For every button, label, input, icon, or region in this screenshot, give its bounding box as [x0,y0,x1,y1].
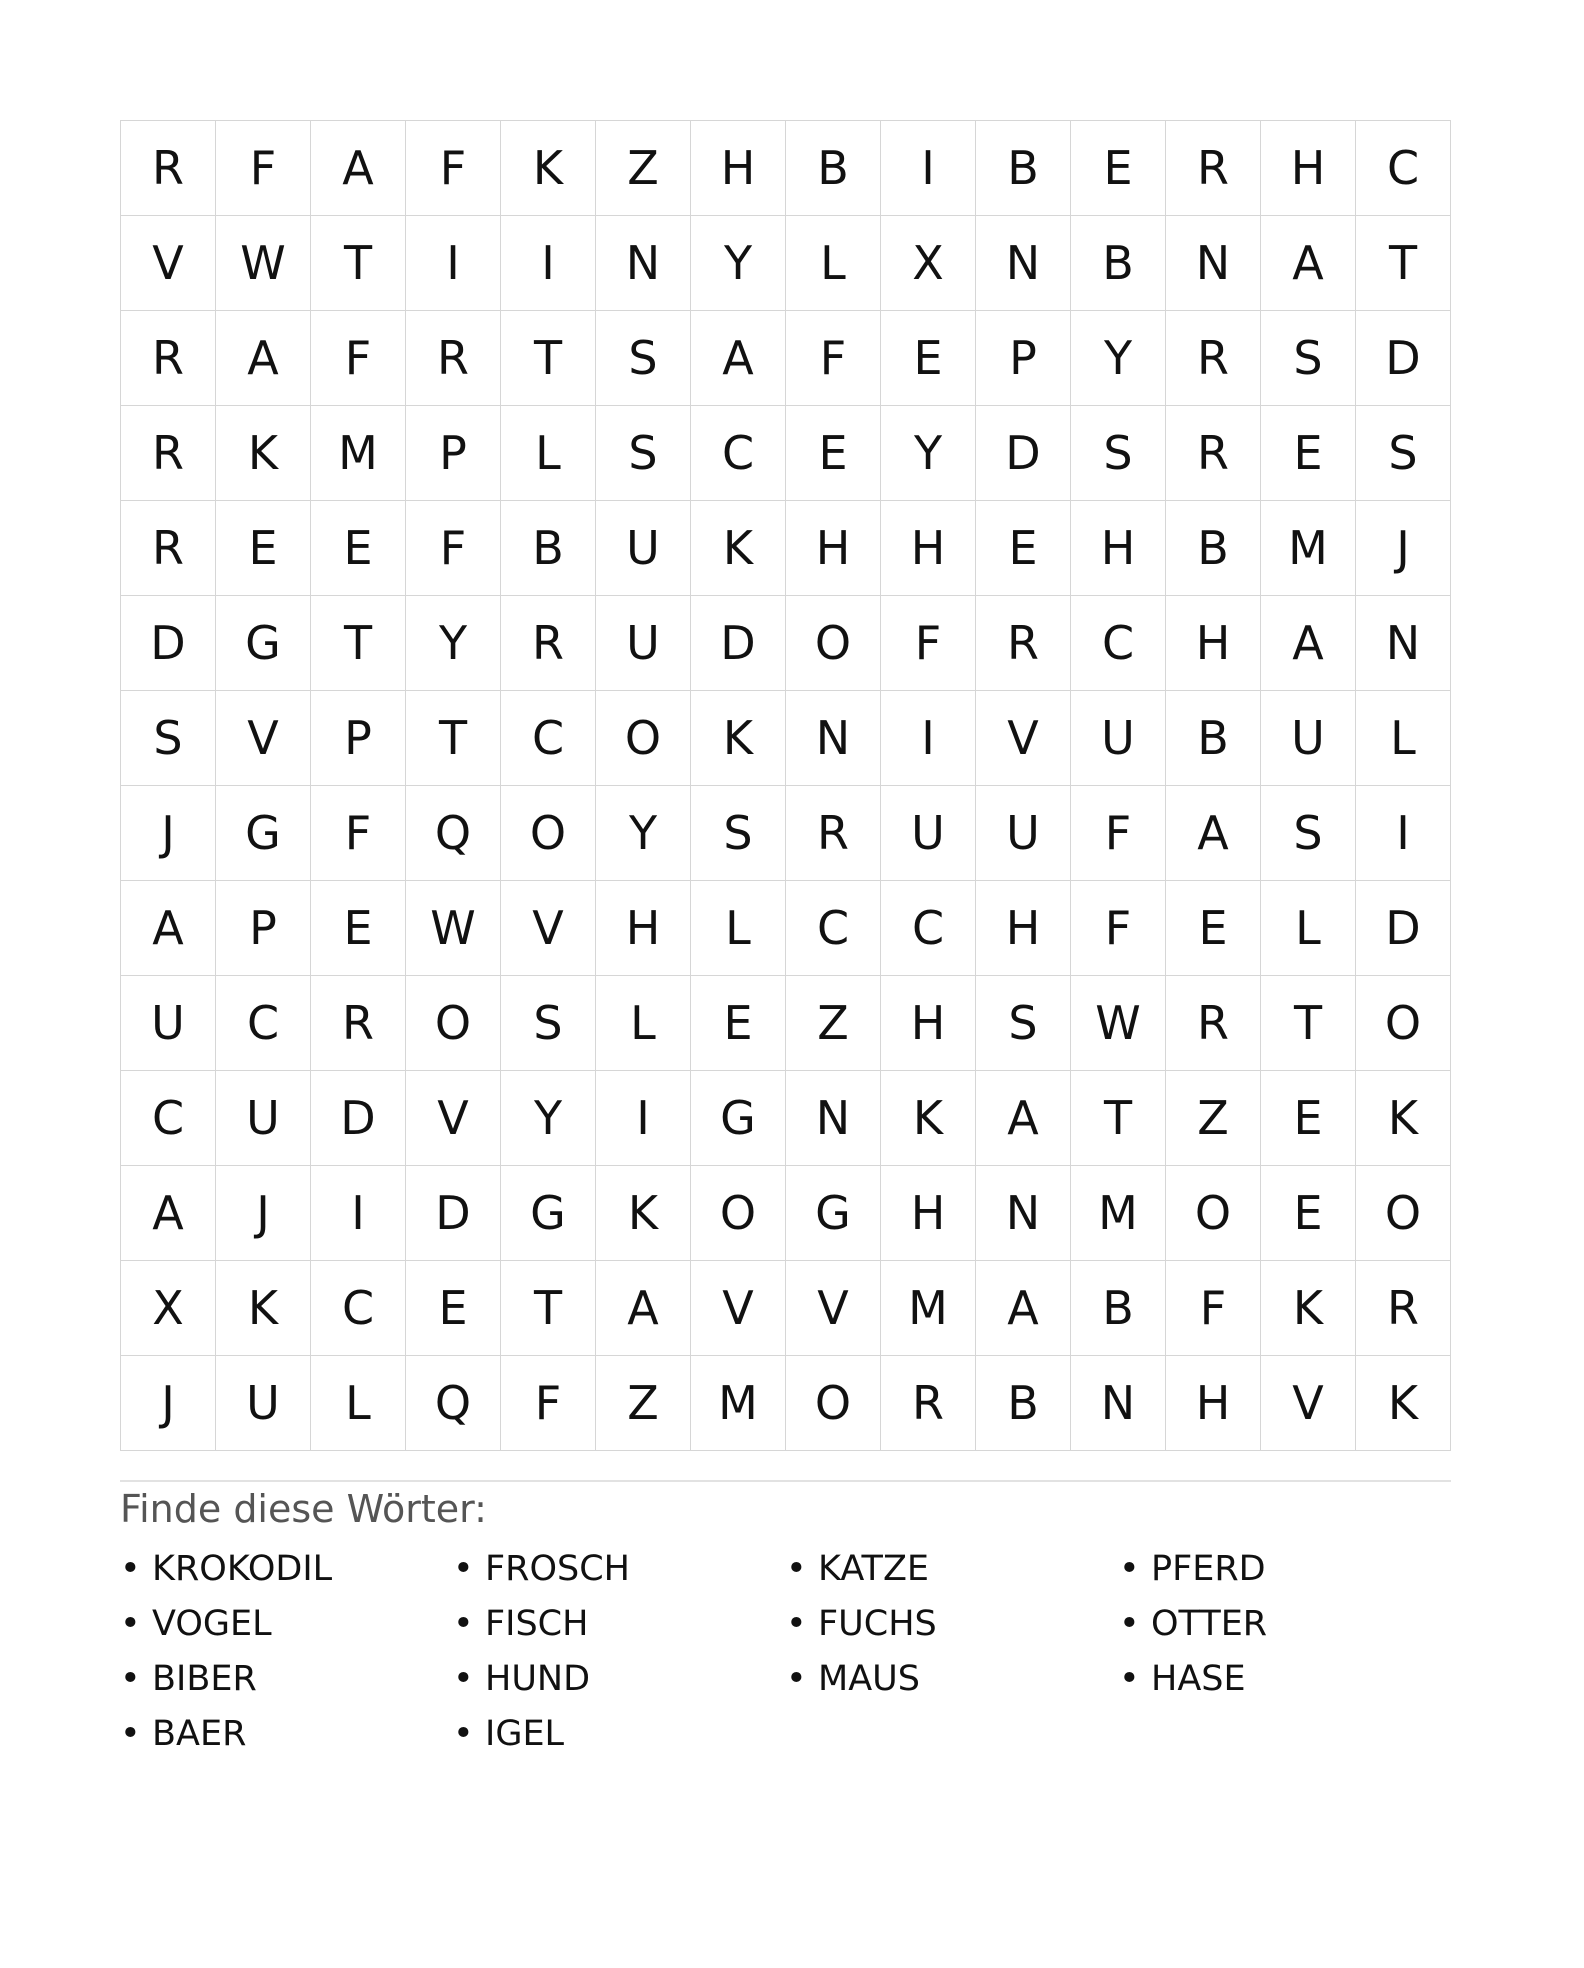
word-list-item [120,1542,453,1597]
grid-cell[interactable]: K [1356,1356,1451,1451]
grid-cell[interactable]: F [881,596,976,691]
grid-cell[interactable]: Y [406,596,501,691]
word-list-item [453,1652,786,1707]
grid-cell[interactable]: N [976,1166,1071,1261]
grid-cell[interactable]: H [786,501,881,596]
grid-cell[interactable]: B [1166,501,1261,596]
grid-cell[interactable]: E [1261,406,1356,501]
word-list-item [786,1597,1119,1652]
grid-cell[interactable]: C [311,1261,406,1356]
grid-cell[interactable]: T [501,1261,596,1356]
grid-cell[interactable]: A [121,881,216,976]
grid-cell[interactable]: U [881,786,976,881]
grid-cell[interactable]: D [406,1166,501,1261]
grid-cell[interactable]: B [501,501,596,596]
word-label: FUCHS [818,1604,937,1644]
grid-cell[interactable]: F [311,786,406,881]
grid-cell[interactable]: O [691,1166,786,1261]
grid-cell[interactable]: T [311,596,406,691]
grid-cell[interactable]: C [786,881,881,976]
grid-cell[interactable]: F [1071,881,1166,976]
grid-cell[interactable]: H [881,976,976,1071]
grid-cell[interactable]: A [691,311,786,406]
grid-cell[interactable]: R [786,786,881,881]
grid-cell[interactable]: R [121,311,216,406]
grid-cell[interactable]: C [1356,121,1451,216]
grid-cell[interactable]: G [216,596,311,691]
grid-cell[interactable]: C [881,881,976,976]
grid-cell[interactable]: R [1166,976,1261,1071]
grid-cell[interactable]: G [501,1166,596,1261]
word-label: FROSCH [485,1549,630,1589]
grid-cell[interactable]: U [1261,691,1356,786]
grid-cell[interactable]: Q [406,786,501,881]
grid-cell[interactable]: D [121,596,216,691]
grid-cell[interactable]: P [406,406,501,501]
bullet-icon: • [453,1549,474,1589]
grid-cell[interactable]: W [1071,976,1166,1071]
grid-cell[interactable]: H [691,121,786,216]
grid-cell[interactable]: U [216,1071,311,1166]
grid-cell[interactable]: J [121,786,216,881]
grid-cell[interactable]: T [1071,1071,1166,1166]
grid-cell[interactable]: C [691,406,786,501]
word-list-item [120,1707,453,1762]
word-list-heading: Finde diese Wörter: [120,1487,487,1531]
grid-cell[interactable]: L [501,406,596,501]
grid-cell[interactable]: Z [786,976,881,1071]
grid-cell[interactable]: R [121,121,216,216]
grid-cell[interactable]: P [976,311,1071,406]
grid-cell[interactable]: W [406,881,501,976]
word-list-item [453,1542,786,1597]
bullet-icon: • [453,1659,474,1699]
grid-cell[interactable]: K [596,1166,691,1261]
bullet-icon: • [453,1714,474,1754]
grid-cell[interactable]: T [1356,216,1451,311]
grid-cell[interactable]: U [596,501,691,596]
grid-cell[interactable]: P [216,881,311,976]
word-label: VOGEL [152,1604,272,1644]
word-list-item [786,1542,1119,1597]
grid-cell[interactable]: L [1356,691,1451,786]
grid-cell[interactable]: L [311,1356,406,1451]
grid-cell[interactable]: A [311,121,406,216]
grid-cell[interactable]: S [976,976,1071,1071]
grid-cell[interactable]: L [596,976,691,1071]
grid-cell[interactable]: W [216,216,311,311]
grid-cell[interactable]: M [1071,1166,1166,1261]
word-label: FISCH [485,1604,589,1644]
grid-cell[interactable]: Z [1166,1071,1261,1166]
grid-cell[interactable]: U [976,786,1071,881]
grid-cell[interactable]: U [596,596,691,691]
grid-cell[interactable]: R [501,596,596,691]
bullet-icon: • [120,1549,141,1589]
word-list-item [1119,1542,1452,1597]
grid-cell[interactable]: F [216,121,311,216]
grid-cell[interactable]: B [1071,1261,1166,1356]
grid-cell[interactable]: O [406,976,501,1071]
grid-cell[interactable]: S [1071,406,1166,501]
grid-cell[interactable]: F [1071,786,1166,881]
grid-cell[interactable]: O [1356,976,1451,1071]
grid-cell[interactable]: V [121,216,216,311]
bullet-icon: • [786,1659,807,1699]
grid-cell[interactable]: I [881,691,976,786]
word-list-item [1119,1597,1452,1652]
word-label: BIBER [152,1659,257,1699]
grid-cell[interactable]: Z [596,1356,691,1451]
grid-cell[interactable]: F [1166,1261,1261,1356]
grid-cell[interactable]: E [1261,1166,1356,1261]
grid-cell[interactable]: D [311,1071,406,1166]
grid-cell[interactable]: A [596,1261,691,1356]
bullet-icon: • [1119,1604,1140,1644]
grid-cell[interactable]: S [1261,311,1356,406]
grid-cell[interactable]: F [406,121,501,216]
bullet-icon: • [120,1604,141,1644]
grid-cell[interactable]: R [406,311,501,406]
grid-cell[interactable]: R [121,406,216,501]
word-list-item [120,1652,453,1707]
bullet-icon: • [1119,1659,1140,1699]
grid-cell[interactable]: E [311,881,406,976]
grid-cell[interactable]: E [1071,121,1166,216]
grid-cell[interactable]: R [1356,1261,1451,1356]
grid-cell[interactable]: Y [596,786,691,881]
grid-cell[interactable]: V [1261,1356,1356,1451]
grid-cell[interactable]: Y [501,1071,596,1166]
bullet-icon: • [120,1714,141,1754]
word-label: HASE [1151,1659,1246,1699]
grid-cell[interactable]: M [1261,501,1356,596]
word-label: KATZE [818,1549,930,1589]
grid-cell[interactable]: E [311,501,406,596]
grid-cell[interactable]: K [881,1071,976,1166]
grid-cell[interactable]: P [311,691,406,786]
bullet-icon: • [786,1604,807,1644]
grid-cell[interactable]: N [1071,1356,1166,1451]
grid-cell[interactable]: L [786,216,881,311]
grid-cell[interactable]: J [216,1166,311,1261]
grid-cell[interactable]: M [311,406,406,501]
grid-cell[interactable]: F [786,311,881,406]
grid-cell[interactable]: J [1356,501,1451,596]
grid-cell[interactable]: C [501,691,596,786]
grid-cell[interactable]: V [691,1261,786,1356]
bullet-icon: • [453,1604,474,1644]
grid-cell[interactable]: F [311,311,406,406]
bullet-icon: • [1119,1549,1140,1589]
word-list-item [453,1597,786,1652]
grid-cell[interactable]: S [596,311,691,406]
word-label: PFERD [1151,1549,1266,1589]
grid-cell[interactable]: E [1166,881,1261,976]
grid-cell[interactable]: V [501,881,596,976]
grid-cell[interactable]: I [406,216,501,311]
grid-cell[interactable]: M [691,1356,786,1451]
grid-cell[interactable]: H [976,881,1071,976]
grid-cell[interactable]: M [881,1261,976,1356]
grid-cell[interactable]: S [501,976,596,1071]
grid-cell[interactable]: O [786,1356,881,1451]
grid-cell[interactable]: S [596,406,691,501]
grid-cell[interactable]: N [976,216,1071,311]
grid-cell[interactable]: E [881,311,976,406]
grid-cell[interactable]: Q [406,1356,501,1451]
grid-cell[interactable]: O [1166,1166,1261,1261]
grid-cell[interactable]: Z [596,121,691,216]
grid-cell[interactable]: O [596,691,691,786]
grid-cell[interactable]: B [976,121,1071,216]
grid-cell[interactable]: H [881,501,976,596]
word-list [120,1542,1451,1762]
grid-cell[interactable]: H [1166,596,1261,691]
grid-cell[interactable]: E [691,976,786,1071]
grid-cell[interactable]: U [121,976,216,1071]
grid-cell[interactable]: H [1261,121,1356,216]
grid-cell[interactable]: H [881,1166,976,1261]
word-label: HUND [485,1659,591,1699]
grid-cell[interactable]: A [121,1166,216,1261]
grid-cell[interactable]: I [311,1166,406,1261]
grid-cell[interactable]: H [1071,501,1166,596]
grid-cell[interactable]: E [1261,1071,1356,1166]
grid-cell[interactable]: I [881,121,976,216]
grid-cell[interactable]: S [121,691,216,786]
grid-cell[interactable]: K [691,501,786,596]
grid-cell[interactable]: N [786,691,881,786]
grid-cell[interactable]: B [1071,216,1166,311]
grid-cell[interactable]: A [976,1071,1071,1166]
grid-cell[interactable]: F [406,501,501,596]
grid-cell[interactable]: N [596,216,691,311]
grid-cell[interactable]: U [1071,691,1166,786]
grid-cell[interactable]: E [216,501,311,596]
grid-cell[interactable]: G [216,786,311,881]
grid-cell[interactable]: E [976,501,1071,596]
bullet-icon: • [786,1549,807,1589]
grid-cell[interactable]: K [216,1261,311,1356]
word-label: OTTER [1151,1604,1268,1644]
grid-cell[interactable]: Y [881,406,976,501]
grid-cell[interactable]: D [691,596,786,691]
grid-cell[interactable]: A [216,311,311,406]
grid-cell[interactable]: R [1166,406,1261,501]
grid-cell[interactable]: I [596,1071,691,1166]
grid-cell[interactable]: R [311,976,406,1071]
grid-cell[interactable]: T [1261,976,1356,1071]
grid-cell[interactable]: I [501,216,596,311]
grid-cell[interactable]: K [1261,1261,1356,1356]
grid-cell[interactable]: D [976,406,1071,501]
bullet-icon: • [120,1659,141,1699]
grid-cell[interactable]: L [1261,881,1356,976]
grid-cell[interactable]: K [501,121,596,216]
word-list-item [120,1597,453,1652]
grid-cell[interactable]: S [1261,786,1356,881]
grid-cell[interactable]: D [1356,311,1451,406]
grid-cell[interactable]: H [596,881,691,976]
grid-cell[interactable]: L [691,881,786,976]
word-label: KROKODIL [152,1549,333,1589]
word-label: BAER [152,1714,247,1754]
grid-cell[interactable]: N [1166,216,1261,311]
grid-cell[interactable]: A [1261,216,1356,311]
grid-cell[interactable]: N [1356,596,1451,691]
grid-cell[interactable]: I [1356,786,1451,881]
word-list-item [453,1707,786,1762]
grid-cell[interactable]: X [881,216,976,311]
grid-cell[interactable]: C [1071,596,1166,691]
grid-cell[interactable]: N [786,1071,881,1166]
word-search-grid [120,120,1451,1451]
grid-cell[interactable]: V [786,1261,881,1356]
grid-cell[interactable]: R [1166,311,1261,406]
grid-cell[interactable]: T [501,311,596,406]
grid-cell[interactable]: U [216,1356,311,1451]
grid-cell[interactable]: K [216,406,311,501]
grid-cell[interactable]: O [786,596,881,691]
grid-cell[interactable]: F [501,1356,596,1451]
grid-cell[interactable]: A [1261,596,1356,691]
grid-cell[interactable]: O [501,786,596,881]
grid-cell[interactable]: V [406,1071,501,1166]
word-list-item [1119,1652,1452,1707]
grid-cell[interactable]: G [786,1166,881,1261]
grid-cell[interactable]: D [1356,881,1451,976]
grid-cell[interactable]: X [121,1261,216,1356]
grid-cell[interactable]: B [786,121,881,216]
grid-cell[interactable]: R [1166,121,1261,216]
grid-cell[interactable]: S [1356,406,1451,501]
grid-cell[interactable]: E [786,406,881,501]
grid-cell[interactable]: K [691,691,786,786]
grid-cell[interactable]: R [881,1356,976,1451]
divider [120,1480,1451,1482]
grid-cell[interactable]: B [976,1356,1071,1451]
grid-cell[interactable]: B [1166,691,1261,786]
grid-cell[interactable]: C [216,976,311,1071]
grid-cell[interactable]: T [311,216,406,311]
grid-cell[interactable]: A [976,1261,1071,1356]
grid-cell[interactable]: C [121,1071,216,1166]
grid-cell[interactable]: H [1166,1356,1261,1451]
grid-cell[interactable]: G [691,1071,786,1166]
grid-cell[interactable]: V [216,691,311,786]
grid-cell[interactable]: Y [691,216,786,311]
grid-cell[interactable]: R [976,596,1071,691]
grid-cell[interactable]: T [406,691,501,786]
word-list-item [786,1652,1119,1707]
grid-cell[interactable]: R [121,501,216,596]
grid-cell[interactable]: Y [1071,311,1166,406]
word-label: MAUS [818,1659,920,1699]
grid-cell[interactable]: O [1356,1166,1451,1261]
grid-cell[interactable]: J [121,1356,216,1451]
grid-cell[interactable]: V [976,691,1071,786]
grid-cell[interactable]: E [406,1261,501,1356]
grid-cell[interactable]: A [1166,786,1261,881]
grid-cell[interactable]: K [1356,1071,1451,1166]
grid-cell[interactable]: S [691,786,786,881]
word-label: IGEL [485,1714,565,1754]
